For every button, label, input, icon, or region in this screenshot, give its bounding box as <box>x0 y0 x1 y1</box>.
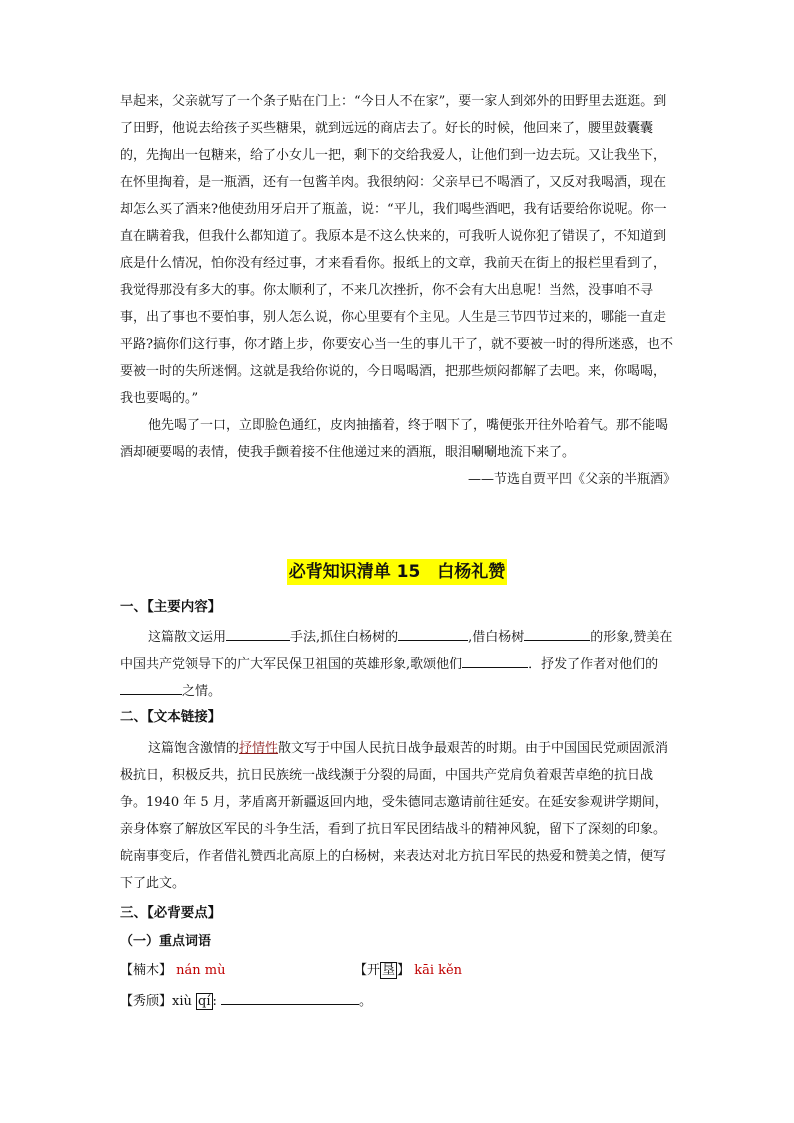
word-nanmu-label: 【楠木】 <box>120 963 173 978</box>
main-content-t2: 手法,抓住白杨树的 <box>290 630 399 645</box>
word-nanmu <box>120 961 225 981</box>
word-nanmu-pinyin: nán mù <box>176 963 226 978</box>
heading-key-points: 三、【必背要点】 <box>120 905 222 921</box>
text-link-paragraph <box>120 735 676 897</box>
main-content-text <box>120 624 676 705</box>
passage-paragraph-2: 他先喝了一口，立即脸色通红，皮肉抽搐着，终于咽下了，嘴便张开往外哈着气。那不能喝酒却硬要喝的表情，使我手颤着接不住他递过来的酒瓶，眼泪唰唰地流下来了。 <box>120 418 669 460</box>
word-xiuqi-colon: : <box>212 994 217 1009</box>
blank-4[interactable] <box>462 653 528 668</box>
section-title: 必背知识清单 15 白杨礼赞 <box>287 559 508 585</box>
answer-blank[interactable] <box>221 991 359 1005</box>
main-content-t6: 之情。 <box>182 684 222 699</box>
word-xiuqi-end: 。 <box>359 994 373 1009</box>
word-xiuqi-label: 【秀颀】 <box>120 994 173 1009</box>
blank-5[interactable] <box>120 680 182 695</box>
word-kaiken-post: 】 <box>397 963 411 978</box>
heading-text-link: 二、【文本链接】 <box>120 709 222 725</box>
blank-1[interactable] <box>226 626 290 641</box>
word-xiuqi-pinyin: xiù <box>172 994 192 1009</box>
main-content-t1: 这篇散文运用 <box>148 630 227 645</box>
passage-source: ——节选自贾平凹《父亲的半瓶酒》 <box>467 472 676 487</box>
passage <box>120 88 676 493</box>
main-content-t4: 的形象,赞美在中国共产党领导下的广大军民保卫祖国的英雄形象,歌颂他们 <box>120 630 673 672</box>
heading-main-content: 一、【主要内容】 <box>120 599 222 615</box>
word-kaiken-boxed-char: 垦 <box>382 963 396 978</box>
text-link-t2: 散文写于中国人民抗日战争最艰苦的时期。由于中国国民党顽固派消极抗日，积极反共，抗日民族统一战线濒于分裂的局面，中国共产党肩负着艰苦卓绝的抗日战争。1940 年 5 月，茅盾离开新疆返回内地，受朱德同志邀请前往延安。在延安参观讲学期间，亲身体察了解放区军民的斗争生活，看到了抗日军民团结战斗的精神风貌，留下了深刻的印象。皖南事变后，作者借礼赞西北高原上的白杨树，来表达对北方抗日军民的热爱和赞美之情，便写下了此文。 <box>120 741 669 891</box>
word-kaiken-pre: 【开 <box>354 963 381 978</box>
lyric-link[interactable]: 抒情性 <box>239 741 279 756</box>
blank-2[interactable] <box>398 626 468 641</box>
word-kaiken <box>354 961 462 981</box>
word-xiuqi <box>120 991 372 1012</box>
text-link-t1: 这篇饱含激情的 <box>148 741 240 756</box>
word-xiuqi-boxed-pinyin: qí <box>198 994 211 1009</box>
main-content-t3: ,借白杨树 <box>468 630 525 645</box>
subheading-key-words: （一）重点词语 <box>120 934 212 949</box>
word-kaiken-pinyin: kāi kěn <box>414 963 463 978</box>
blank-3[interactable] <box>524 626 590 641</box>
main-content-t5: ．抒发了作者对他们的 <box>528 657 659 672</box>
passage-paragraph-1: 早起来，父亲就写了一个条子贴在门上：“今日人不在家”，要一家人到郊外的田野里去逛逛。到了田野，他说去给孩子买些糖果，就到远远的商店去了。好长的时候，他回来了，腰里鼓囊囊的，先掏出一包糖来，给了小女儿一把，剩下的交给我爱人，让他们到一边去玩。又让我坐下，在怀里掏着，是一瓶酒，还有一包酱羊肉。我很纳闷：父亲早已不喝酒了，又反对我喝酒，现在却怎么买了酒来?他使劲用牙启开了瓶盖，说：“平儿，我们喝些酒吧，我有话要给你说呢。你一直在瞒着我，但我什么都知道了。我原本是不这么快来的，可我听人说你犯了错误了，不知道到底是什么情况，怕你没有经过事，才来看看你。报纸上的文章，我前天在街上的报栏里看到了，我觉得那没有多大的事。你太顺利了，不来几次挫折，你不会有大出息呢！当然，没事咱不寻事，出了事也不要怕事，别人怎么说，你心里要有个主见。人生是三节四节过来的，哪能一直走平路?搞你们这行事，你才踏上步，你要安心当一生的事儿干了，就不要被一时的得所迷惑，也不要被一时的失所迷惘。这就是我给你说的，今日喝喝酒，把那些烦闷都解了去吧。来，你喝喝，我也要喝的。” <box>120 94 673 406</box>
section-title-wrap <box>0 559 794 585</box>
